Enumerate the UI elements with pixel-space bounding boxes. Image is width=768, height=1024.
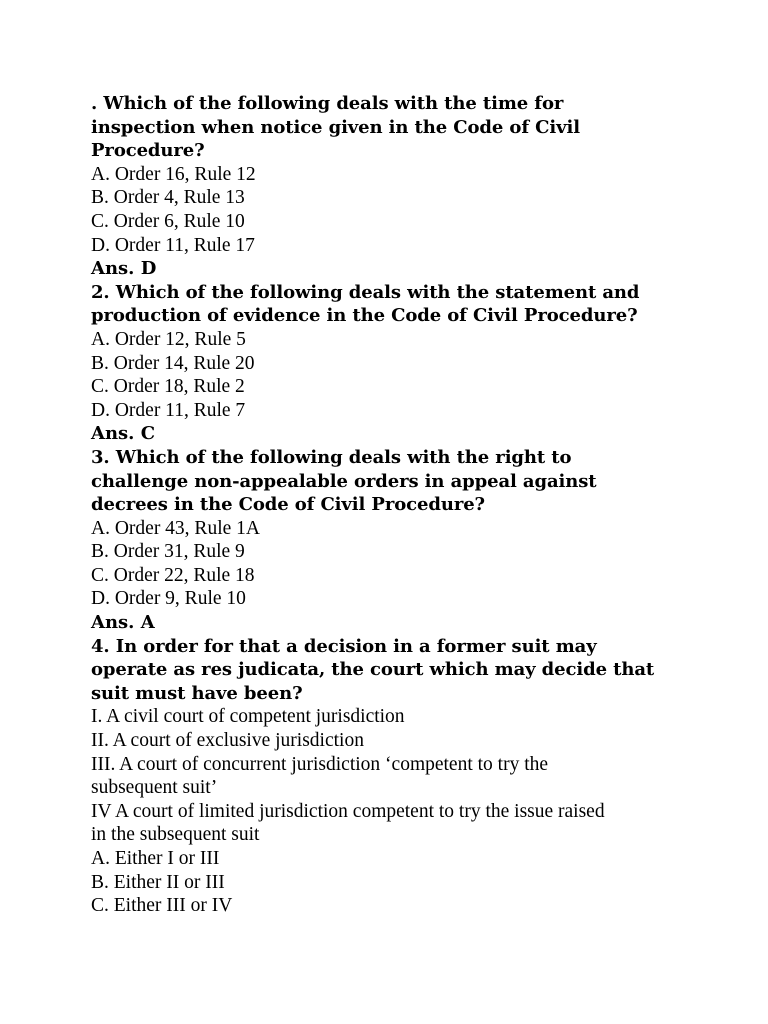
statement-iv-continued: in the subsequent suit	[91, 824, 260, 846]
statement-i: I. A civil court of competent jurisdiction	[91, 706, 405, 728]
question-text-line: 4. In order for that a decision in a former suit may	[91, 635, 597, 657]
option-b: B. Order 14, Rule 20	[91, 352, 255, 374]
answer: Ans. D	[91, 258, 157, 280]
option-a: A. Order 16, Rule 12	[91, 163, 256, 185]
question-2	[91, 281, 731, 446]
document-page	[91, 92, 731, 918]
option-b: B. Either II or III	[91, 871, 225, 893]
question-text-line: operate as res judicata, the court which may decide that	[91, 659, 655, 681]
option-d: D. Order 9, Rule 10	[91, 588, 246, 610]
question-text-line: production of evidence in the Code of Civil Procedure?	[91, 305, 638, 327]
question-text-line: 2. Which of the following deals with the statement and	[91, 281, 640, 303]
question-text-line: inspection when notice given in the Code of Civil	[91, 116, 580, 138]
option-c: C. Order 6, Rule 10	[91, 210, 245, 232]
statement-ii: II. A court of exclusive jurisdiction	[91, 730, 364, 752]
option-d: D. Order 11, Rule 7	[91, 399, 246, 421]
option-a: A. Order 12, Rule 5	[91, 328, 246, 350]
answer: Ans. A	[91, 612, 155, 634]
answer: Ans. C	[91, 423, 156, 445]
question-text-line: . Which of the following deals with the time for	[91, 93, 564, 114]
statement-iii-continued: subsequent suit’	[91, 777, 218, 799]
option-c: C. Either III or IV	[91, 895, 233, 917]
option-c: C. Order 22, Rule 18	[91, 564, 255, 586]
option-d: D. Order 11, Rule 17	[91, 234, 255, 256]
option-a: A. Order 43, Rule 1A	[91, 517, 260, 539]
question-3	[91, 446, 731, 635]
statement-iv: IV A court of limited jurisdiction competent to try the issue raised	[91, 800, 605, 822]
question-text-line: suit must have been?	[91, 682, 303, 704]
question-text-line: challenge non-appealable orders in appeal against	[91, 470, 597, 492]
question-text-line: decrees in the Code of Civil Procedure?	[91, 494, 486, 516]
option-b: B. Order 31, Rule 9	[91, 541, 245, 563]
option-a: A. Either I or III	[91, 848, 220, 869]
option-c: C. Order 18, Rule 2	[91, 376, 245, 398]
statement-iii: III. A court of concurrent jurisdiction ‘competent to try the	[91, 753, 549, 775]
question-4	[91, 635, 731, 918]
question-text-line: 3. Which of the following deals with the right to	[91, 446, 572, 468]
option-b: B. Order 4, Rule 13	[91, 187, 245, 209]
question-1	[91, 92, 731, 281]
question-text-line: Procedure?	[91, 140, 205, 162]
